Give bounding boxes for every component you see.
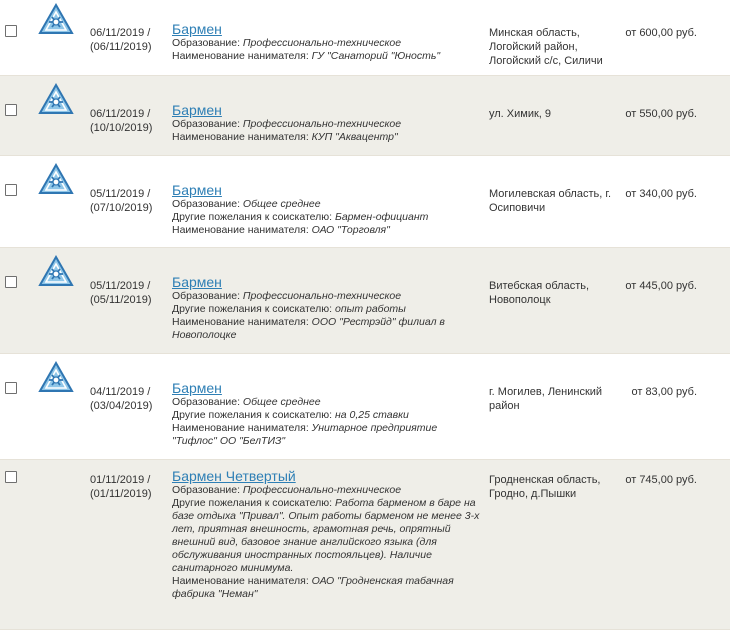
vacancy-salary: от 600,00 руб. bbox=[625, 27, 697, 39]
employer-line bbox=[172, 316, 482, 342]
education-line bbox=[172, 118, 482, 131]
education-line-value: Профессионально-техническое bbox=[242, 484, 402, 496]
employer-line bbox=[172, 575, 482, 601]
vacancy-title-link[interactable]: Бармен Четвертый bbox=[172, 468, 296, 484]
education-line-value: Профессионально-техническое bbox=[242, 118, 402, 130]
vacancy-title-link[interactable]: Бармен bbox=[172, 274, 222, 290]
vacancy-info bbox=[172, 118, 482, 144]
education-line-label: Образование: bbox=[172, 290, 240, 302]
education-line-label: Образование: bbox=[172, 118, 240, 130]
vacancy-info bbox=[172, 290, 482, 342]
education-line-label: Образование: bbox=[172, 396, 240, 408]
education-line bbox=[172, 198, 482, 211]
vacancy-details bbox=[172, 103, 482, 144]
vacancy-details bbox=[172, 183, 482, 237]
vacancy-location: г. Могилев, Ленинский район bbox=[489, 386, 603, 412]
vacancy-dates bbox=[90, 385, 152, 413]
select-checkbox[interactable] bbox=[5, 471, 17, 483]
wishes-line-value: на 0,25 ставки bbox=[334, 409, 409, 421]
vacancy-dates bbox=[90, 279, 152, 307]
education-line-value: Профессионально-техническое bbox=[242, 37, 402, 49]
original-date: (05/11/2019) bbox=[90, 294, 152, 306]
vacancy-row bbox=[0, 248, 730, 354]
wishes-line-label: Другие пожелания к соискателю: bbox=[172, 303, 333, 315]
education-line bbox=[172, 290, 482, 303]
employer-line-label: Наименование нанимателя: bbox=[172, 575, 309, 587]
vacancy-location: Витебская область, Новополоцк bbox=[489, 280, 590, 306]
employer-line bbox=[172, 131, 482, 144]
vacancy-row bbox=[0, 0, 730, 76]
vacancy-info bbox=[172, 198, 482, 237]
wishes-line-label: Другие пожелания к соискателю: bbox=[172, 211, 333, 223]
wishes-line-label: Другие пожелания к соискателю: bbox=[172, 497, 333, 509]
original-date: (01/11/2019) bbox=[90, 488, 152, 500]
vacancy-dates bbox=[90, 187, 152, 215]
select-checkbox[interactable] bbox=[5, 276, 17, 288]
published-date: 04/11/2019 / bbox=[90, 386, 151, 398]
wishes-line bbox=[172, 497, 482, 575]
vacancy-info bbox=[172, 484, 482, 601]
select-checkbox[interactable] bbox=[5, 382, 17, 394]
education-line-value: Общее среднее bbox=[242, 198, 321, 210]
wishes-line-value: Бармен-официант bbox=[334, 211, 429, 223]
vacancy-row bbox=[0, 354, 730, 460]
published-date: 05/11/2019 / bbox=[90, 280, 151, 292]
vacancy-salary: от 445,00 руб. bbox=[625, 280, 697, 292]
education-line bbox=[172, 396, 482, 409]
education-line-value: Общее среднее bbox=[242, 396, 321, 408]
education-line-label: Образование: bbox=[172, 37, 240, 49]
vacancy-row bbox=[0, 156, 730, 248]
vacancy-title-link[interactable]: Бармен bbox=[172, 102, 222, 118]
employer-line bbox=[172, 50, 482, 63]
original-date: (03/04/2019) bbox=[90, 400, 153, 412]
wishes-line-value: опыт работы bbox=[334, 303, 406, 315]
wishes-line-label: Другие пожелания к соискателю: bbox=[172, 409, 333, 421]
education-line-label: Образование: bbox=[172, 484, 240, 496]
employer-line-label: Наименование нанимателя: bbox=[172, 422, 309, 434]
vacancy-location: Могилевская область, г. Осиповичи bbox=[489, 188, 612, 214]
wishes-line-value: Работа барменом в баре на базе отдыха "Привал". Опыт работы барменом не менее 3-х лет, приятная внешность, грамотная речь, опрятный внешний вид, базовое знание английского языка (для обслуживания иностранных постояльцев). Наличие санитарного минимума. bbox=[172, 497, 480, 574]
employer-line-value: ООО "Рестрэйд" филиал в Новополоцке bbox=[172, 316, 445, 341]
employer-line-label: Наименование нанимателя: bbox=[172, 224, 309, 236]
vacancy-details bbox=[172, 22, 482, 63]
select-checkbox[interactable] bbox=[5, 25, 17, 37]
education-line-value: Профессионально-техническое bbox=[242, 290, 402, 302]
education-line-label: Образование: bbox=[172, 198, 240, 210]
employer-line-value: ГУ "Санаторий "Юность" bbox=[311, 50, 441, 62]
vacancy-title-link[interactable]: Бармен bbox=[172, 21, 222, 37]
vacancy-salary: от 83,00 руб. bbox=[631, 386, 697, 398]
published-date: 06/11/2019 / bbox=[90, 108, 151, 120]
employer-line-label: Наименование нанимателя: bbox=[172, 316, 309, 328]
vacancy-salary: от 550,00 руб. bbox=[625, 108, 697, 120]
vacancy-dates bbox=[90, 26, 152, 54]
wishes-line bbox=[172, 211, 482, 224]
vacancy-salary: от 745,00 руб. bbox=[625, 474, 697, 486]
employer-line-value: ОАО "Торговля" bbox=[311, 224, 390, 236]
education-line bbox=[172, 37, 482, 50]
vacancy-details bbox=[172, 275, 482, 342]
vacancy-info bbox=[172, 396, 482, 448]
employer-line-value: ОАО "Гродненская табачная фабрика "Неман" bbox=[172, 575, 454, 600]
employment-service-logo-icon bbox=[38, 83, 74, 119]
employment-service-logo-icon bbox=[38, 255, 74, 291]
published-date: 06/11/2019 / bbox=[90, 27, 151, 39]
employment-service-logo-icon bbox=[38, 3, 74, 39]
vacancy-title-link[interactable]: Бармен bbox=[172, 380, 222, 396]
vacancy-row bbox=[0, 76, 730, 156]
select-checkbox[interactable] bbox=[5, 104, 17, 116]
vacancy-location: Минская область, Логойский район, Логойский с/с, Силичи bbox=[489, 27, 603, 67]
employer-line-label: Наименование нанимателя: bbox=[172, 50, 309, 62]
original-date: (06/11/2019) bbox=[90, 41, 152, 53]
vacancy-dates bbox=[90, 473, 152, 501]
employer-line-value: КУП "Аквацентр" bbox=[311, 131, 398, 143]
employer-line-label: Наименование нанимателя: bbox=[172, 131, 309, 143]
wishes-line bbox=[172, 303, 482, 316]
employer-line-value: Унитарное предприятие "Тифлос" ОО "БелТИЗ" bbox=[172, 422, 438, 447]
employer-line bbox=[172, 224, 482, 237]
wishes-line bbox=[172, 409, 482, 422]
vacancy-details bbox=[172, 381, 482, 448]
vacancy-row bbox=[0, 460, 730, 630]
employer-line bbox=[172, 422, 482, 448]
original-date: (07/10/2019) bbox=[90, 202, 153, 214]
employment-service-logo-icon bbox=[38, 361, 74, 397]
vacancy-info bbox=[172, 37, 482, 63]
vacancy-location: Гродненская область, Гродно, д.Пышки bbox=[489, 474, 601, 500]
vacancy-details bbox=[172, 469, 482, 601]
employment-service-logo-icon bbox=[38, 163, 74, 199]
vacancy-salary: от 340,00 руб. bbox=[625, 188, 697, 200]
select-checkbox[interactable] bbox=[5, 184, 17, 196]
published-date: 01/11/2019 / bbox=[90, 474, 151, 486]
vacancy-title-link[interactable]: Бармен bbox=[172, 182, 222, 198]
vacancy-dates bbox=[90, 107, 152, 135]
education-line bbox=[172, 484, 482, 497]
original-date: (10/10/2019) bbox=[90, 122, 153, 134]
published-date: 05/11/2019 / bbox=[90, 188, 151, 200]
vacancy-location: ул. Химик, 9 bbox=[489, 108, 552, 120]
